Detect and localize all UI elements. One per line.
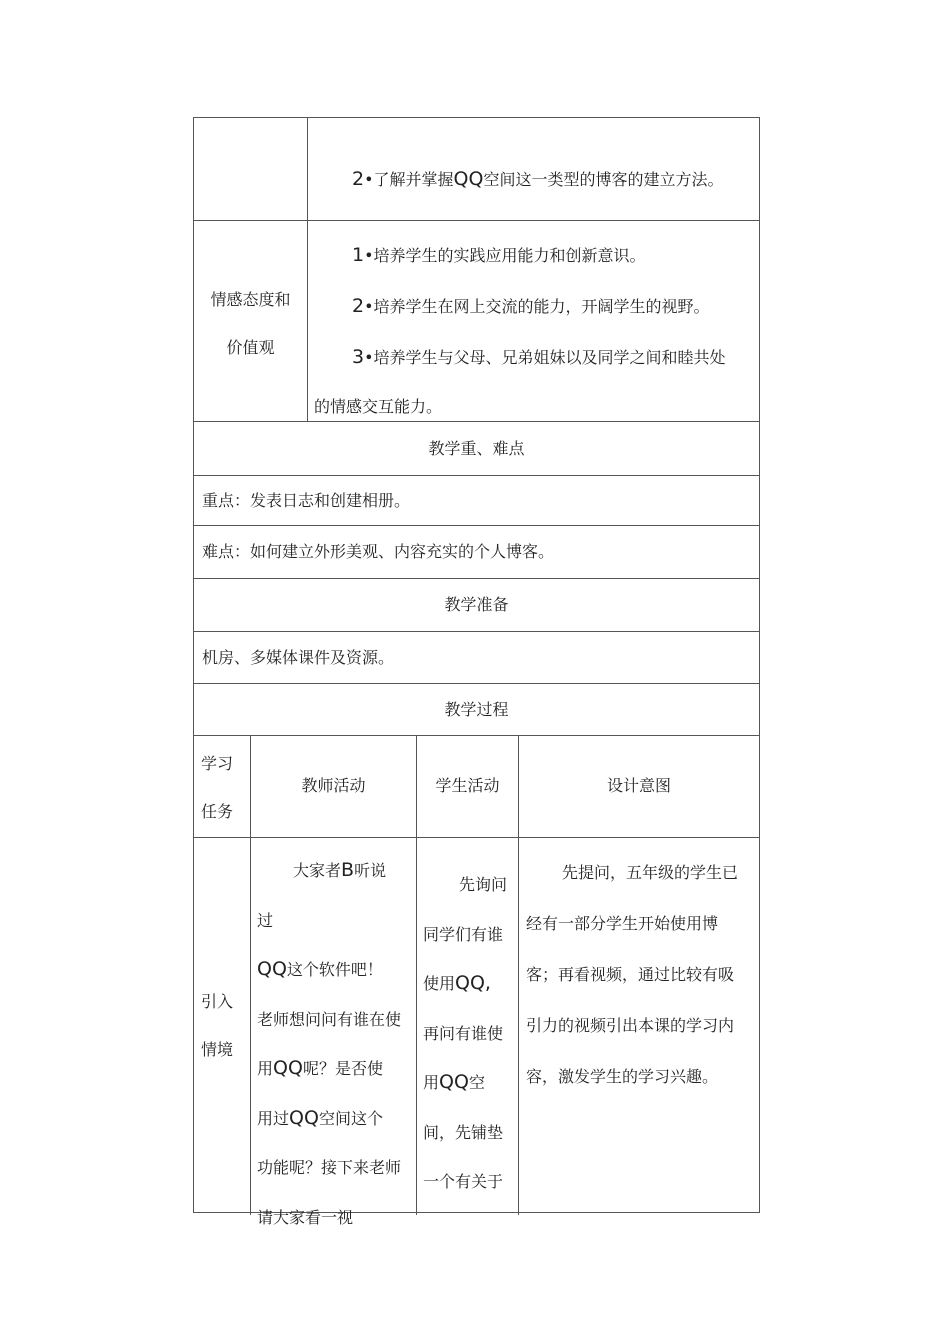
emotion-item-3-continued: 的情感交互能力。 (314, 397, 443, 416)
teacher-line (257, 846, 415, 896)
qq-label: QQ (273, 1057, 303, 1079)
text: 呢？是否使 (302, 1059, 383, 1078)
label-line: 情感态度和 (210, 290, 291, 309)
item-number: 3 (352, 346, 365, 368)
teacher-activity (257, 846, 415, 1242)
text: 用 (257, 1059, 274, 1078)
emotion-item-3 (352, 332, 752, 383)
student-line: 先询问 (459, 875, 508, 894)
emotion-item-2 (352, 281, 752, 332)
text: 用过 (257, 1108, 290, 1128)
preparation-content: 机房、多媒体课件及资源。 (202, 648, 395, 667)
item-number: 1 (352, 244, 365, 266)
key-points-header: 教学重、难点 (428, 439, 525, 458)
col-task (201, 740, 249, 836)
teacher-line (257, 945, 415, 995)
objective-item-2 (352, 153, 752, 206)
col-design: 设计意图 (606, 776, 671, 795)
qq-label: QQ (257, 958, 287, 980)
row-divider (194, 837, 759, 838)
item-text: •培养学生的实践应用能力和创新意识。 (364, 246, 646, 265)
student-line: 间，先铺垫 (423, 1122, 504, 1142)
col-task-line: 学习 (201, 754, 234, 773)
text: 大家者 (293, 861, 342, 880)
item-text: •了解并掌握 (364, 170, 454, 189)
task-intro (201, 978, 249, 1074)
teacher-line: 功能呢？接下来老师 (257, 1158, 402, 1177)
item-number: 2 (352, 295, 365, 317)
teacher-line (257, 1044, 415, 1094)
col-teacher: 教师活动 (301, 776, 366, 795)
text: B (341, 859, 355, 881)
teacher-line: 过 (257, 910, 274, 930)
qq-label: QQ (289, 1106, 319, 1129)
student-line: 一个有关于 (423, 1172, 504, 1191)
student-activity (423, 860, 517, 1207)
item-text: •培养学生与父母、兄弟姐妹以及同学之间和睦共处 (364, 348, 726, 367)
text: 空 (468, 1073, 485, 1092)
qq-label: QQ, (455, 972, 491, 994)
process-header: 教学过程 (444, 700, 509, 719)
task-line: 引入 (201, 992, 234, 1011)
difficulty-text: 难点：如何建立外形美观、内容充实的个人博客。 (202, 542, 555, 561)
item-text: •培养学生在网上交流的能力，开阔学生的视野。 (364, 297, 710, 316)
design-line: 先提问，五年级的学生已 (562, 863, 739, 882)
preparation-header: 教学准备 (444, 595, 509, 614)
column-divider (307, 118, 308, 421)
col-task-line: 任务 (201, 802, 234, 821)
teacher-line: 老师想问问有谁在使 (257, 1009, 402, 1029)
student-line (423, 959, 517, 1009)
text: 这个软件吧！ (286, 960, 383, 979)
text: 听说 (354, 861, 387, 880)
text: 用 (423, 1073, 440, 1092)
item-text: 空间这一类型的博客的建立方法。 (483, 170, 724, 189)
emotion-items (352, 230, 752, 383)
text: 空间这个 (318, 1108, 383, 1128)
task-line: 情境 (201, 1040, 234, 1059)
col-student: 学生活动 (435, 776, 500, 795)
student-line (423, 1058, 517, 1108)
row-divider (194, 220, 759, 221)
emotion-item-1 (352, 230, 752, 281)
student-line: 再问有谁使 (423, 1023, 504, 1043)
teacher-line (257, 1094, 415, 1144)
student-line: 同学们有谁 (423, 924, 504, 944)
design-line: 容，激发学生的学习兴趣。 (526, 1067, 719, 1086)
label-line: 价值观 (226, 338, 275, 357)
design-intent (526, 847, 758, 1102)
design-line: 经有一部分学生开始使用博 (526, 914, 719, 933)
design-line: 引力的视频引出本课的学习内 (526, 1016, 735, 1035)
text: 使用 (423, 974, 456, 993)
qq-label: QQ (439, 1071, 469, 1093)
emotion-label (194, 276, 307, 372)
item-number: 2 (352, 168, 365, 190)
focus-text: 重点：发表日志和创建相册。 (202, 491, 411, 510)
teacher-line: 请大家看一视 (257, 1207, 354, 1227)
lesson-plan-table (193, 117, 760, 1227)
qq-label: QQ (453, 168, 484, 190)
design-line: 客；再看视频，通过比较有吸 (526, 965, 735, 984)
